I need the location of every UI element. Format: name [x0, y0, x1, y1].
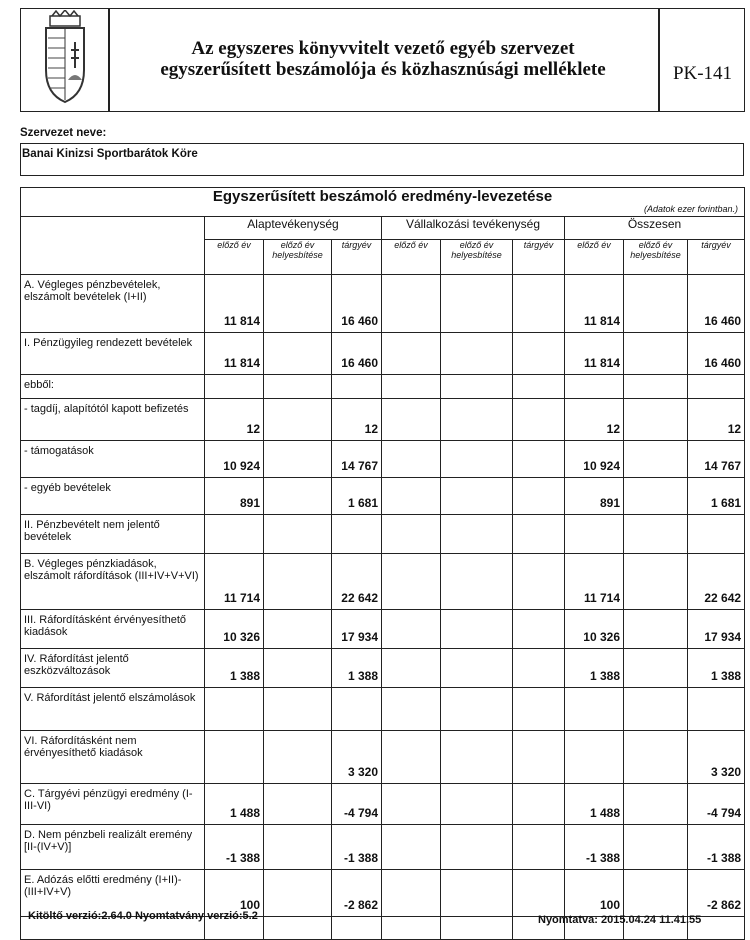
table-row — [21, 399, 745, 441]
value-cell: -4 794 — [332, 784, 382, 825]
value-cell — [264, 825, 332, 870]
value-cell — [382, 610, 441, 649]
value-cell — [624, 275, 688, 333]
value-cell — [264, 610, 332, 649]
empty-row-cell — [332, 917, 382, 940]
value-cell — [441, 375, 513, 399]
table-row — [21, 275, 745, 333]
value-cell — [264, 375, 332, 399]
value-cell — [624, 649, 688, 688]
value-cell — [264, 731, 332, 784]
value-cell: 1 388 — [205, 649, 264, 688]
form-title-line2: egyszerűsített beszámolója és közhasznúsági melléklete — [160, 59, 606, 80]
value-cell — [441, 649, 513, 688]
value-cell — [441, 731, 513, 784]
value-cell — [382, 731, 441, 784]
value-cell: -1 388 — [688, 825, 745, 870]
value-cell: 10 326 — [565, 610, 624, 649]
table-row — [21, 375, 745, 399]
value-cell — [513, 784, 565, 825]
value-cell: 12 — [205, 399, 264, 441]
value-cell: 16 460 — [332, 333, 382, 375]
label-header-cell — [21, 217, 205, 275]
value-cell: 12 — [688, 399, 745, 441]
value-cell — [513, 825, 565, 870]
value-cell — [441, 825, 513, 870]
value-cell: 14 767 — [688, 441, 745, 478]
value-cell: 16 460 — [688, 333, 745, 375]
value-cell — [624, 375, 688, 399]
print-timestamp: Nyomtatva: 2015.04.24 11.41.55 — [538, 914, 702, 926]
value-cell: 10 924 — [565, 441, 624, 478]
row-label: C. Tárgyévi pénzügyi eredmény (I-III-VI) — [21, 784, 205, 825]
value-cell: -1 388 — [565, 825, 624, 870]
value-cell — [513, 441, 565, 478]
value-cell — [624, 784, 688, 825]
value-cell — [205, 515, 264, 554]
table-row — [21, 649, 745, 688]
value-cell — [441, 784, 513, 825]
value-cell: 891 — [205, 478, 264, 515]
table-row — [21, 731, 745, 784]
value-cell — [264, 333, 332, 375]
table-row — [21, 784, 745, 825]
subcol-header: tárgyév — [332, 240, 382, 275]
value-cell: 11 814 — [205, 333, 264, 375]
subcol-header: előző év — [382, 240, 441, 275]
value-cell: 11 814 — [565, 275, 624, 333]
value-cell — [441, 610, 513, 649]
table-row — [21, 554, 745, 610]
coat-of-arms-emblem — [38, 10, 92, 106]
version-info: Kitöltő verzió:2.64.0 Nyomtatvány verzió:5.2 — [28, 910, 258, 922]
table-row — [21, 688, 745, 731]
value-cell — [382, 441, 441, 478]
value-cell — [513, 688, 565, 731]
value-cell — [513, 610, 565, 649]
row-label: ebből: — [21, 375, 205, 399]
row-label: - támogatások — [21, 441, 205, 478]
value-cell: 3 320 — [688, 731, 745, 784]
value-cell: -2 862 — [688, 870, 745, 917]
value-cell — [441, 275, 513, 333]
result-table — [20, 187, 745, 940]
value-cell — [441, 870, 513, 917]
table-row — [21, 333, 745, 375]
value-cell — [624, 825, 688, 870]
group-header-business: Vállalkozási tevékenység — [382, 217, 565, 240]
value-cell: 22 642 — [332, 554, 382, 610]
value-cell — [513, 554, 565, 610]
value-cell: 12 — [332, 399, 382, 441]
table-caption-cell — [21, 188, 745, 217]
row-label: - tagdíj, alapítótól kapott befizetés — [21, 399, 205, 441]
value-cell — [382, 478, 441, 515]
value-cell: 100 — [205, 870, 264, 917]
value-cell: 1 488 — [565, 784, 624, 825]
value-cell — [441, 478, 513, 515]
value-cell — [513, 870, 565, 917]
value-cell — [382, 870, 441, 917]
value-cell — [382, 275, 441, 333]
table-body — [21, 275, 745, 917]
value-cell: 10 326 — [205, 610, 264, 649]
value-cell — [624, 515, 688, 554]
table-row — [21, 478, 745, 515]
value-cell — [513, 375, 565, 399]
value-cell: -2 862 — [332, 870, 382, 917]
value-cell — [513, 731, 565, 784]
unit-note: (Adatok ezer forintban.) — [644, 204, 739, 214]
subcol-header: tárgyév — [688, 240, 745, 275]
value-cell: 1 388 — [332, 649, 382, 688]
row-label: VI. Ráfordításként nem érvényesíthető kiadások — [21, 731, 205, 784]
row-label: IV. Ráfordítást jelentő eszközváltozások — [21, 649, 205, 688]
value-cell — [624, 554, 688, 610]
value-cell — [624, 399, 688, 441]
form-title — [110, 38, 656, 80]
row-label: III. Ráfordításként érvényesíthető kiadások — [21, 610, 205, 649]
value-cell — [382, 375, 441, 399]
row-label: I. Pénzügyileg rendezett bevételek — [21, 333, 205, 375]
value-cell — [441, 515, 513, 554]
value-cell — [382, 399, 441, 441]
value-cell — [513, 478, 565, 515]
value-cell — [332, 688, 382, 731]
value-cell: 1 681 — [688, 478, 745, 515]
empty-row-cell — [382, 917, 441, 940]
value-cell: 17 934 — [332, 610, 382, 649]
row-label: - egyéb bevételek — [21, 478, 205, 515]
value-cell — [205, 375, 264, 399]
value-cell: 14 767 — [332, 441, 382, 478]
value-cell — [382, 649, 441, 688]
form-title-line1: Az egyszeres könyvvitelt vezető egyéb szervezet — [191, 38, 575, 59]
empty-row-cell — [264, 917, 332, 940]
value-cell: 16 460 — [332, 275, 382, 333]
value-cell — [382, 515, 441, 554]
table-caption: Egyszerűsített beszámoló eredmény-levezetése — [212, 188, 553, 205]
row-label: II. Pénzbevételt nem jelentő bevételek — [21, 515, 205, 554]
organization-name: Banai Kinizsi Sportbarátok Köre — [22, 148, 198, 160]
value-cell — [441, 333, 513, 375]
value-cell — [624, 688, 688, 731]
value-cell: 11 814 — [205, 275, 264, 333]
value-cell — [264, 649, 332, 688]
value-cell — [382, 688, 441, 731]
value-cell — [382, 554, 441, 610]
value-cell: 11 714 — [205, 554, 264, 610]
value-cell — [382, 784, 441, 825]
table-row — [21, 515, 745, 554]
value-cell — [624, 731, 688, 784]
table-row — [21, 825, 745, 870]
value-cell — [264, 870, 332, 917]
row-label: D. Nem pénzbeli realizált eremény [II-(IV+V)] — [21, 825, 205, 870]
value-cell — [565, 688, 624, 731]
value-cell — [513, 333, 565, 375]
value-cell — [264, 478, 332, 515]
value-cell: -4 794 — [688, 784, 745, 825]
table-row — [21, 441, 745, 478]
form-code: PK-141 — [672, 63, 733, 84]
group-header-base: Alaptevékenység — [205, 217, 382, 240]
subcol-header: előző év helyesbítése — [264, 240, 332, 275]
value-cell: 100 — [565, 870, 624, 917]
organization-label: Szervezet neve: — [20, 127, 107, 139]
value-cell — [205, 688, 264, 731]
row-label: A. Végleges pénzbevételek, elszámolt bevételek (I+II) — [21, 275, 205, 333]
value-cell: 22 642 — [688, 554, 745, 610]
value-cell — [513, 275, 565, 333]
value-cell: 11 814 — [565, 333, 624, 375]
value-cell — [513, 649, 565, 688]
subcol-header: előző év helyesbítése — [624, 240, 688, 275]
value-cell — [264, 688, 332, 731]
value-cell — [441, 399, 513, 441]
value-cell: 1 388 — [565, 649, 624, 688]
value-cell — [624, 478, 688, 515]
value-cell — [332, 515, 382, 554]
value-cell — [688, 375, 745, 399]
value-cell: 16 460 — [688, 275, 745, 333]
value-cell: 10 924 — [205, 441, 264, 478]
value-cell — [565, 375, 624, 399]
value-cell — [441, 688, 513, 731]
value-cell: -1 388 — [332, 825, 382, 870]
header-divider-right — [658, 8, 660, 112]
value-cell: -1 388 — [205, 825, 264, 870]
value-cell — [205, 731, 264, 784]
subcol-header: tárgyév — [513, 240, 565, 275]
value-cell: 3 320 — [332, 731, 382, 784]
value-cell — [332, 375, 382, 399]
value-cell — [264, 554, 332, 610]
value-cell — [264, 441, 332, 478]
value-cell — [565, 515, 624, 554]
value-cell — [624, 333, 688, 375]
table-row — [21, 610, 745, 649]
subcol-header: előző év helyesbítése — [441, 240, 513, 275]
value-cell — [264, 399, 332, 441]
group-header-total: Összesen — [565, 217, 745, 240]
value-cell: 1 681 — [332, 478, 382, 515]
value-cell — [624, 610, 688, 649]
value-cell: 12 — [565, 399, 624, 441]
value-cell: 17 934 — [688, 610, 745, 649]
value-cell — [688, 515, 745, 554]
value-cell — [382, 333, 441, 375]
row-label: V. Ráfordítást jelentő elszámolások — [21, 688, 205, 731]
value-cell: 11 714 — [565, 554, 624, 610]
value-cell — [624, 441, 688, 478]
value-cell: 1 388 — [688, 649, 745, 688]
value-cell — [624, 870, 688, 917]
value-cell — [264, 784, 332, 825]
value-cell — [382, 825, 441, 870]
empty-row-cell — [441, 917, 513, 940]
value-cell — [688, 688, 745, 731]
value-cell — [565, 731, 624, 784]
subcol-header: előző év — [565, 240, 624, 275]
value-cell — [513, 399, 565, 441]
value-cell: 891 — [565, 478, 624, 515]
row-label: E. Adózás előtti eredmény (I+II)-(III+IV+V) — [21, 870, 205, 917]
value-cell — [264, 515, 332, 554]
subcol-header: előző év — [205, 240, 264, 275]
value-cell — [441, 554, 513, 610]
value-cell — [441, 441, 513, 478]
value-cell: 1 488 — [205, 784, 264, 825]
row-label: B. Végleges pénzkiadások, elszámolt ráfordítások (III+IV+V+VI) — [21, 554, 205, 610]
value-cell — [513, 515, 565, 554]
value-cell — [264, 275, 332, 333]
